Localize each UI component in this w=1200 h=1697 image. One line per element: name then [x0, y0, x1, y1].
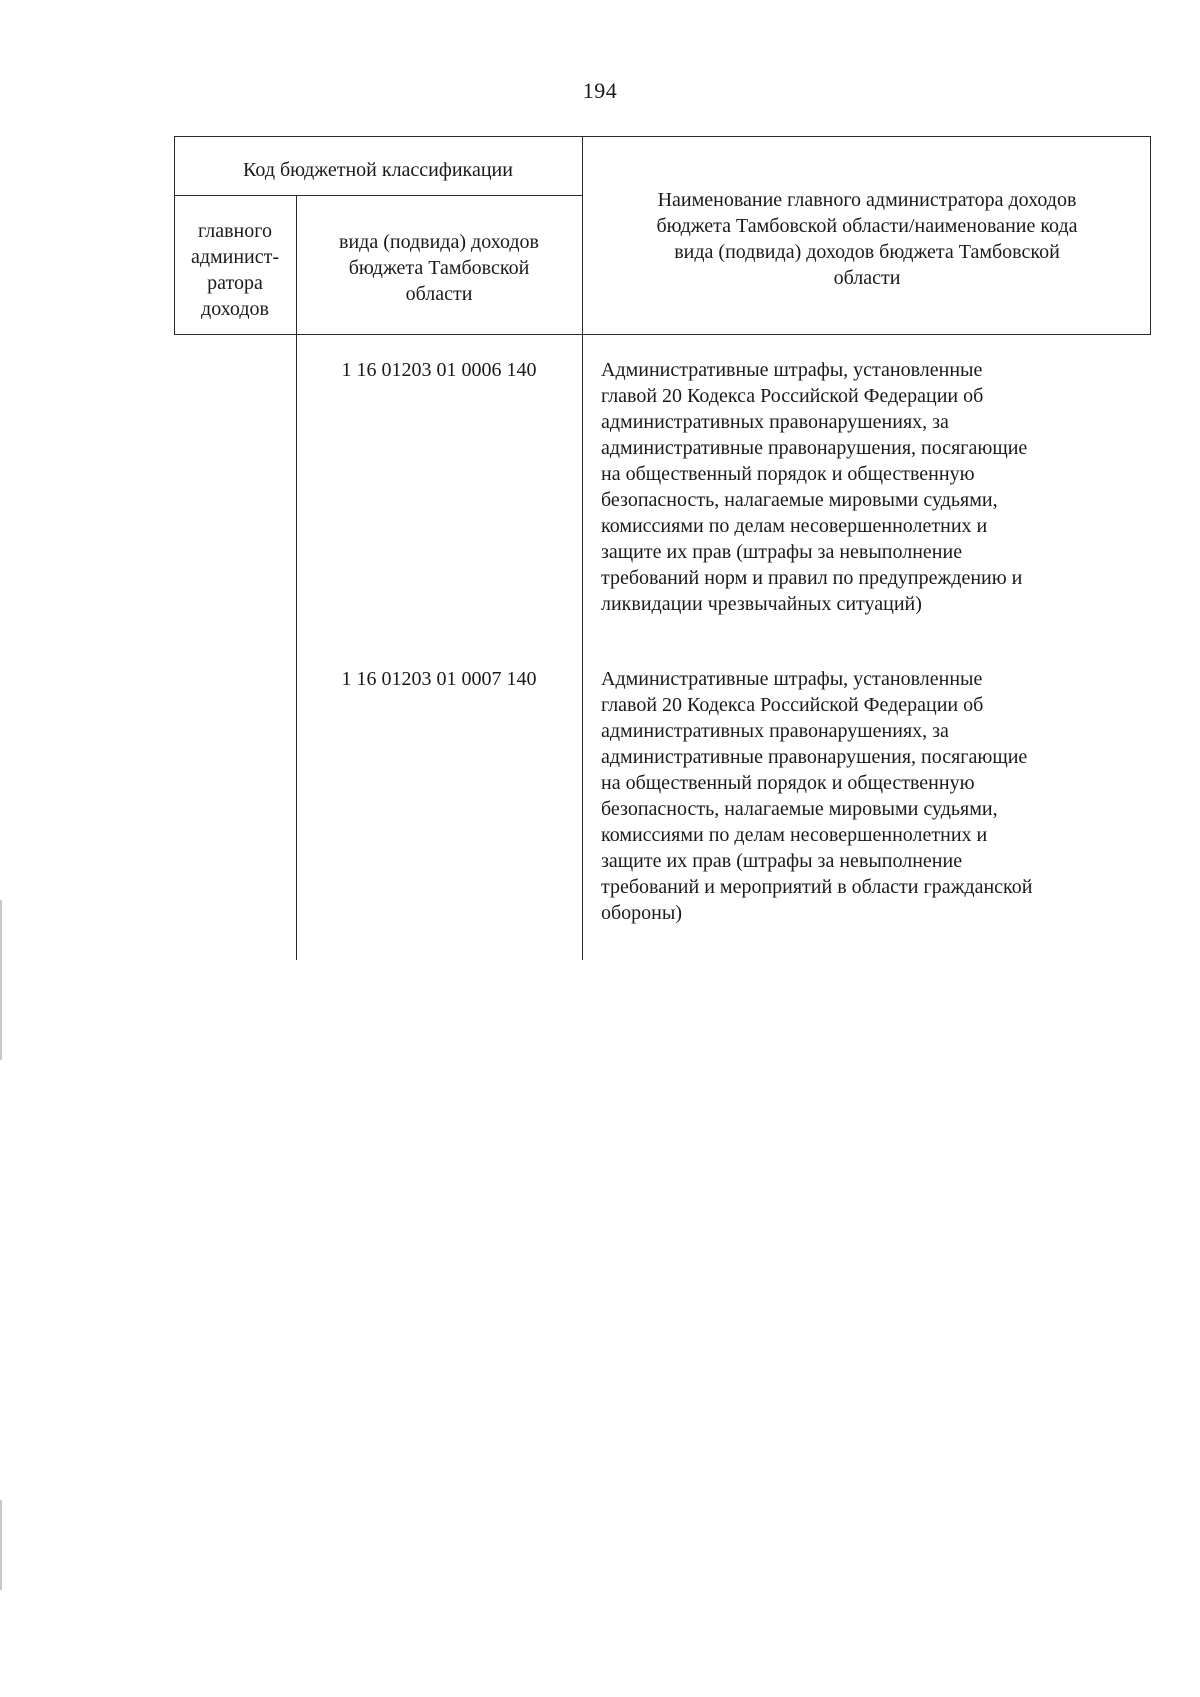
- description-line: обороны): [601, 902, 682, 924]
- description-line: административных правонарушениях, за: [601, 411, 949, 433]
- header-admin-line: главного: [198, 220, 272, 242]
- description-line: безопасность, налагаемые мировыми судьями,: [601, 489, 998, 511]
- description-line: Административные штрафы, установленные: [601, 668, 983, 690]
- description-line: на общественный порядок и общественную: [601, 463, 975, 485]
- row-1-code: 1 16 01203 01 0006 140: [341, 359, 537, 381]
- column-divider-kind-name: [582, 136, 583, 960]
- row-1-description: [601, 357, 1141, 617]
- header-kind-line: области: [405, 283, 473, 305]
- page-number: 194: [582, 78, 618, 103]
- description-line: административные правонарушения, посягающие: [601, 746, 1028, 768]
- description-line: безопасность, налагаемые мировыми судьями,: [601, 798, 998, 820]
- description-line: Административные штрафы, установленные: [601, 359, 983, 381]
- description-line: главой 20 Кодекса Российской Федерации об: [601, 694, 984, 716]
- description-line: требований норм и правил по предупреждению и: [601, 567, 1023, 589]
- header-name-line: Наименование главного администратора доходов: [657, 189, 1077, 211]
- header-administrator-name: [584, 187, 1150, 291]
- header-group-divider: [174, 195, 582, 196]
- header-chief-administrator: [174, 218, 296, 322]
- description-line: защите их прав (штрафы за невыполнение: [601, 850, 963, 872]
- header-bottom-border: [174, 334, 1151, 335]
- column-divider-admin-kind: [296, 195, 297, 960]
- header-kind-line: бюджета Тамбовской: [348, 257, 530, 279]
- description-line: комиссиями по делам несовершеннолетних и: [601, 515, 988, 537]
- header-right-border: [1150, 136, 1151, 335]
- description-line: ликвидации чрезвычайных ситуаций): [601, 593, 922, 615]
- description-line: комиссиями по делам несовершеннолетних и: [601, 824, 988, 846]
- description-line: административные правонарушения, посягающие: [601, 437, 1028, 459]
- header-income-type: [298, 229, 580, 307]
- header-top-border: [174, 136, 1151, 137]
- header-admin-line: админист-: [190, 246, 280, 268]
- row-2-code: 1 16 01203 01 0007 140: [341, 668, 537, 690]
- header-admin-line: ратора: [207, 272, 263, 294]
- header-name-line: вида (подвида) доходов бюджета Тамбовской: [674, 241, 1060, 263]
- header-kind-line: вида (подвида) доходов: [339, 231, 539, 253]
- header-budget-classification-code: Код бюджетной классификации: [243, 159, 513, 181]
- description-line: административных правонарушениях, за: [601, 720, 949, 742]
- scan-edge-mark: [0, 1500, 2, 1590]
- description-line: защите их прав (штрафы за невыполнение: [601, 541, 963, 563]
- description-line: на общественный порядок и общественную: [601, 772, 975, 794]
- scan-edge-mark: [0, 900, 2, 1060]
- header-admin-line: доходов: [201, 298, 269, 320]
- description-line: требований и мероприятий в области гражданской: [601, 876, 1033, 898]
- row-2-description: [601, 666, 1141, 926]
- description-line: главой 20 Кодекса Российской Федерации об: [601, 385, 984, 407]
- header-name-line: области: [833, 267, 901, 289]
- header-name-line: бюджета Тамбовской области/наименование кода: [656, 215, 1078, 237]
